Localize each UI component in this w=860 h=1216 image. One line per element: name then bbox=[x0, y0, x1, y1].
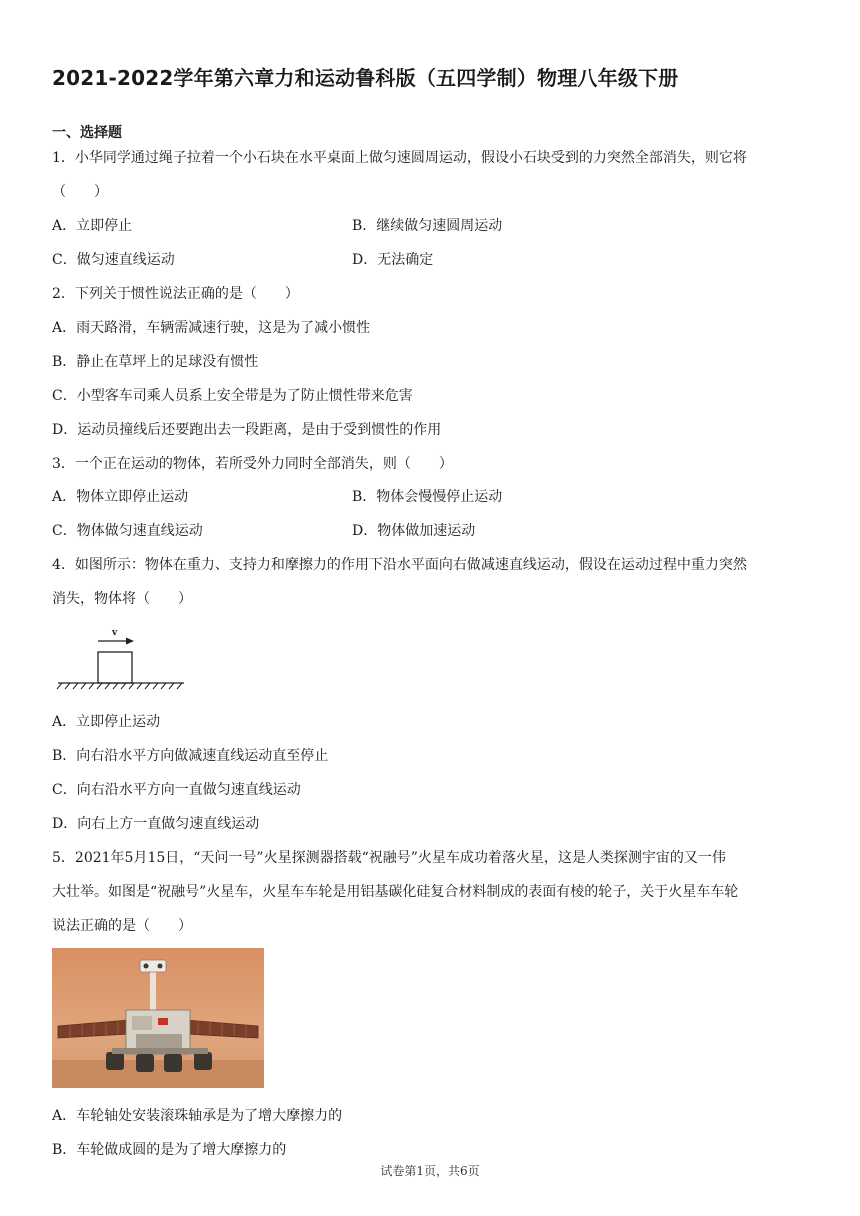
q1-option-d: D．无法确定 bbox=[352, 252, 434, 268]
q4-stem-line1: 4．如图所示：物体在重力、支持力和摩擦力的作用下沿水平面向右做减速直线运动，假设在运动过程中重力突然 bbox=[52, 557, 747, 573]
q4-option-b: B．向右沿水平方向做减速直线运动直至停止 bbox=[52, 748, 329, 764]
arrowhead-icon bbox=[126, 638, 134, 645]
q4-option-c: C．向右沿水平方向一直做匀速直线运动 bbox=[52, 782, 301, 798]
q5-option-a: A．车轮轴处安装滚珠轴承是为了增大摩擦力的 bbox=[52, 1108, 343, 1124]
q1-stem-line2: （ ） bbox=[52, 184, 108, 200]
q2-stem: 2．下列关于惯性说法正确的是（ ） bbox=[52, 286, 299, 302]
page-title: 2021-2022学年第六章力和运动鲁科版（五四学制）物理八年级下册 bbox=[52, 66, 679, 90]
q1-stem-line1: 1．小华同学通过绳子拉着一个小石块在水平桌面上做匀速圆周运动，假设小石块受到的力突然全部消失，则它将 bbox=[52, 150, 747, 166]
q1-option-b: B．继续做匀速圆周运动 bbox=[352, 218, 503, 234]
q5-option-b: B．车轮做成圆的是为了增大摩擦力的 bbox=[52, 1142, 287, 1158]
q5-stem-line2: 大壮举。如图是“祝融号”火星车，火星车车轮是用铝基碳化硅复合材料制成的表面有棱的轮子，关于火星车车轮 bbox=[52, 884, 739, 900]
q4-stem-line2: 消失，物体将（ ） bbox=[52, 591, 192, 607]
q2-option-d: D．运动员撞线后还要跑出去一段距离，是由于受到惯性的作用 bbox=[52, 422, 442, 438]
q4-option-d: D．向右上方一直做匀速直线运动 bbox=[52, 816, 260, 832]
q1-option-a: A．立即停止 bbox=[52, 218, 133, 234]
q3-option-d: D．物体做加速运动 bbox=[352, 523, 476, 539]
q1-option-c: C．做匀速直线运动 bbox=[52, 252, 175, 268]
ground-hatching bbox=[57, 683, 182, 689]
q3-option-b: B．物体会慢慢停止运动 bbox=[352, 489, 503, 505]
block-on-surface-figure bbox=[56, 622, 188, 694]
mars-rover-photo bbox=[52, 948, 264, 1088]
block bbox=[98, 652, 132, 683]
q3-option-c: C．物体做匀速直线运动 bbox=[52, 523, 203, 539]
q5-stem-line3: 说法正确的是（ ） bbox=[52, 918, 192, 934]
q2-option-b: B．静止在草坪上的足球没有惯性 bbox=[52, 354, 259, 370]
section-heading: 一、选择题 bbox=[52, 125, 122, 141]
q4-option-a: A．立即停止运动 bbox=[52, 714, 161, 730]
velocity-label: v bbox=[112, 628, 118, 638]
q5-stem-line1: 5．2021年5月15日，“天问一号”火星探测器搭载“祝融号”火星车成功着落火星，这是人类探测宇宙的又一伟 bbox=[52, 850, 726, 866]
page-footer: 试卷第1页，共6页 bbox=[380, 1164, 480, 1178]
q3-option-a: A．物体立即停止运动 bbox=[52, 489, 189, 505]
q2-option-c: C．小型客车司乘人员系上安全带是为了防止惯性带来危害 bbox=[52, 388, 413, 404]
q2-option-a: A．雨天路滑，车辆需减速行驶，这是为了减小惯性 bbox=[52, 320, 371, 336]
q3-stem: 3．一个正在运动的物体，若所受外力同时全部消失，则（ ） bbox=[52, 456, 453, 472]
